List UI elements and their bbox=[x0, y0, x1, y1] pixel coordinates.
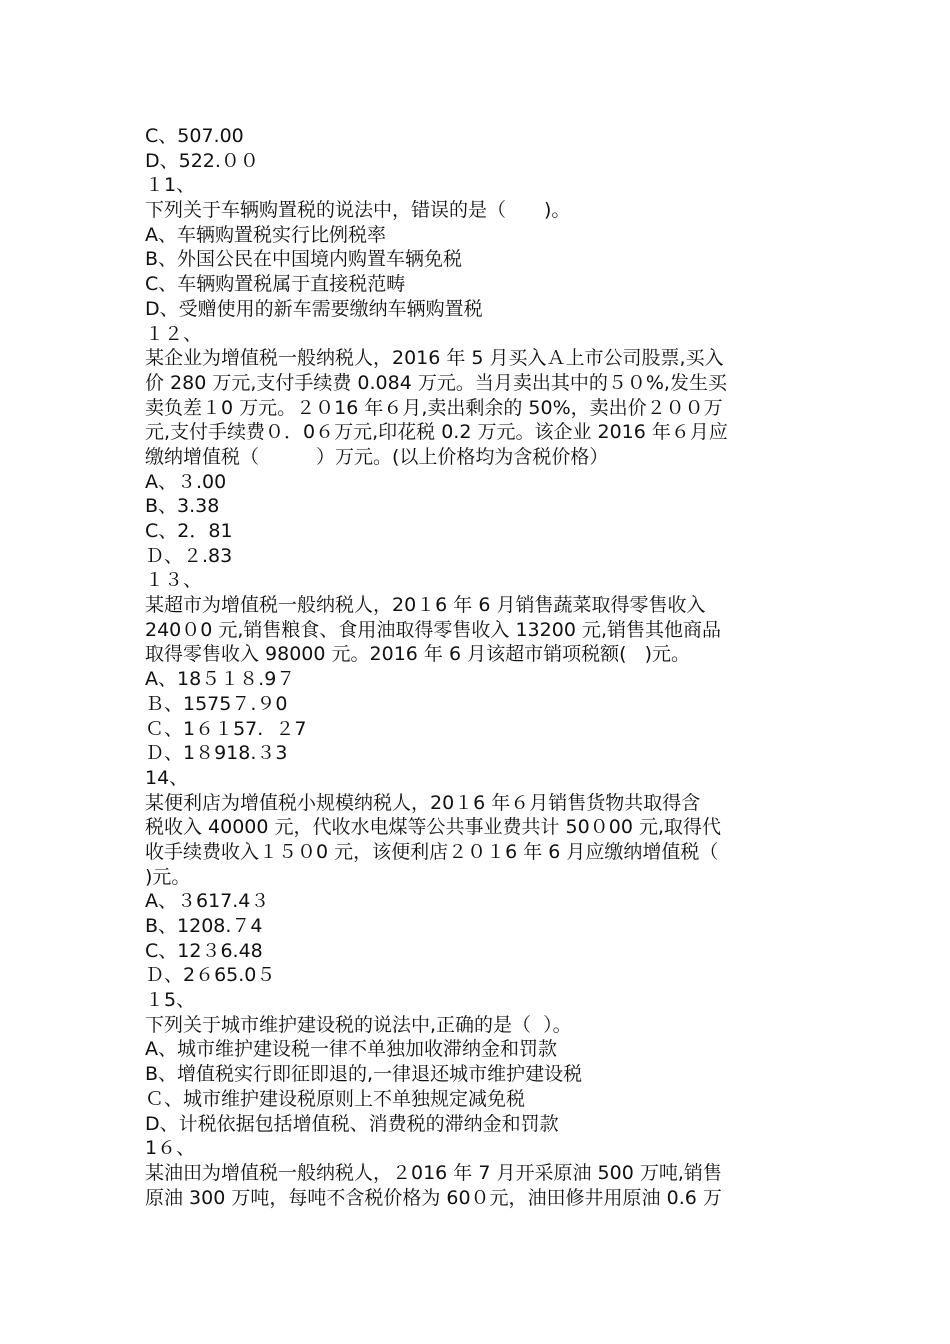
question-text-14-line-4: )元。 bbox=[145, 865, 191, 888]
option-c-q12: C、2．81 bbox=[145, 520, 233, 542]
question-text-12-line-3: 卖负差１0 万元。２０16 年６月,卖出剩余的 50%，卖出价２００万 bbox=[145, 396, 723, 419]
option-c-q14: C、12３6.48 bbox=[145, 939, 263, 962]
question-text-14-line-2: 税收入 40000 元，代收水电煤等公共事业费共计 50０00 元,取得代 bbox=[145, 816, 721, 839]
option-d-q15: D、计税依据包括增值税、消费税的滞纳金和罚款 bbox=[145, 1112, 559, 1135]
option-b-q12: B、3.38 bbox=[145, 495, 220, 518]
question-text-15: 下列关于城市维护建设税的说法中,正确的是（ ）。 bbox=[145, 1013, 572, 1036]
option-d-q11: D、受赠使用的新车需要缴纳车辆购置税 bbox=[145, 297, 483, 320]
option-b-q13: Ｂ、1575７.９0 bbox=[145, 692, 288, 715]
option-a-q13: A、18５１８.9７ bbox=[145, 668, 296, 691]
question-text-13-line-3: 取得零售收入 98000 元。2016 年 6 月该超市销项税额( )元。 bbox=[145, 643, 691, 666]
option-c-q15: Ｃ、城市维护建设税原则上不单独规定减免税 bbox=[145, 1087, 526, 1110]
option-d-q13: Ｄ、1８918.３3 bbox=[145, 742, 288, 765]
question-number-11: １1、 bbox=[145, 174, 196, 197]
question-number-13: １３、 bbox=[145, 569, 203, 592]
question-text-14-line-1: 某便利店为增值税小规模纳税人，20１6 年６月销售货物共取得含 bbox=[145, 791, 701, 814]
question-text-16-line-1: 某油田为增值税一般纳税人，２016 年 7 月开采原油 500 万吨,销售 bbox=[145, 1161, 722, 1184]
option-d-q10: D、522.００ bbox=[145, 149, 259, 172]
option-d-q14: Ｄ、2６65.0５ bbox=[145, 964, 276, 987]
document-page bbox=[145, 124, 810, 1210]
option-c-q10: C、507.00 bbox=[145, 125, 244, 147]
question-text-12-line-2: 价 280 万元,支付手续费 0.084 万元。当月卖出其中的５０%,发生买 bbox=[145, 371, 727, 394]
option-a-q11: A、车辆购置税实行比例税率 bbox=[145, 223, 386, 246]
option-a-q12: A、３.00 bbox=[145, 470, 227, 493]
question-text-13-line-1: 某超市为增值税一般纳税人，20１6 年 6 月销售蔬菜取得零售收入 bbox=[145, 594, 706, 617]
option-c-q11: C、车辆购置税属于直接税范畴 bbox=[145, 273, 406, 296]
question-number-16: 1６、 bbox=[145, 1137, 196, 1160]
question-text-11: 下列关于车辆购置税的说法中，错误的是（ )。 bbox=[145, 199, 571, 222]
option-a-q15: A、城市维护建设税一律不单独加收滞纳金和罚款 bbox=[145, 1038, 557, 1061]
question-text-12-line-5: 缴纳增值税（ ）万元。(以上价格均为含税价格） bbox=[145, 445, 609, 468]
question-number-14: 14、 bbox=[145, 766, 189, 789]
question-text-14-line-3: 收手续费收入１５０0 元，该便利店２０１6 年 6 月应缴纳增值税（ bbox=[145, 840, 719, 863]
option-a-q14: A、３617.4３ bbox=[145, 890, 270, 913]
option-b-q11: B、外国公民在中国境内购置车辆免税 bbox=[145, 248, 463, 271]
question-number-12: １２、 bbox=[145, 322, 203, 345]
option-b-q15: B、增值税实行即征即退的,一律退还城市维护建设税 bbox=[145, 1063, 583, 1086]
option-b-q14: B、1208.７4 bbox=[145, 915, 263, 937]
option-d-q12: Ｄ、２.83 bbox=[145, 544, 233, 567]
question-text-13-line-2: 240０0 元,销售粮食、食用油取得零售收入 13200 元,销售其他商品 bbox=[145, 618, 721, 641]
question-number-15: １5、 bbox=[145, 989, 196, 1012]
question-text-12-line-4: 元,支付手续费０．0６万元,印花税 0.2 万元。该企业 2016 年６月应 bbox=[145, 421, 728, 444]
option-c-q13: Ｃ、1６１57. ２7 bbox=[145, 717, 307, 740]
question-text-16-line-2: 原油 300 万吨，每吨不含税价格为 60０元，油田修井用原油 0.6 万 bbox=[145, 1186, 722, 1209]
question-text-12-line-1: 某企业为增值税一般纳税人，2016 年 5 月买入Ａ上市公司股票,买入 bbox=[145, 347, 724, 370]
